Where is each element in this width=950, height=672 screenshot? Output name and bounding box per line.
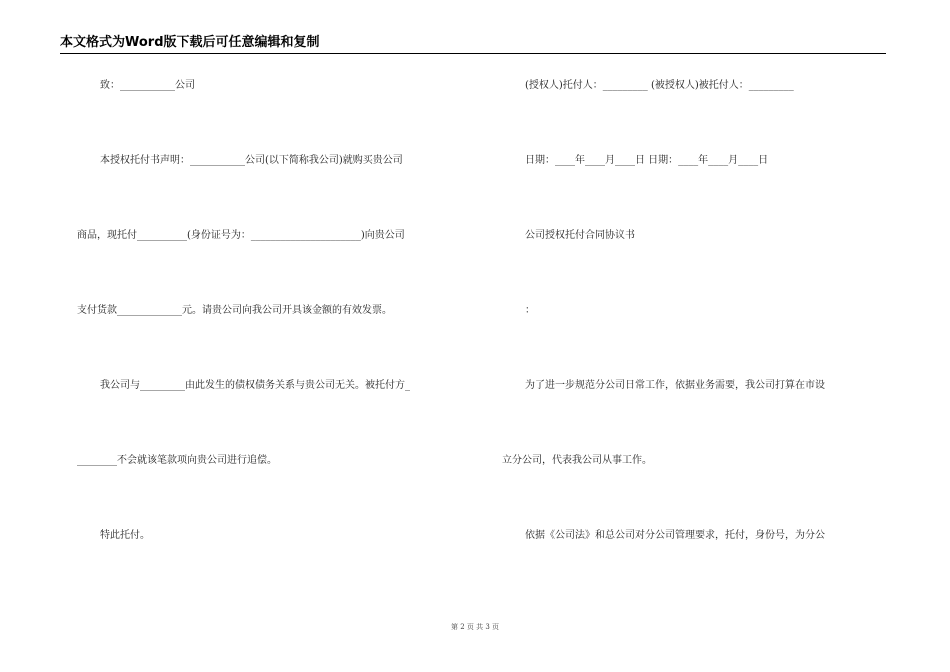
left-line-recipient: 致：___________公司 — [100, 80, 195, 91]
right-line-branch: 立分公司，代表我公司从事工作。 — [502, 455, 652, 466]
right-line-basis: 依据《公司法》和总公司对分公司管理要求，托付，身份号，为分公 — [525, 530, 825, 541]
header-title: 本文格式为Word版下载后可任意编辑和复制 — [60, 35, 320, 50]
left-line-closing: 特此托付。 — [100, 530, 150, 541]
left-line-no-recourse: ________不会就该笔款项向贵公司进行追偿。 — [77, 455, 277, 466]
right-line-purpose: 为了进一步规范分公司日常工作，依据业务需要，我公司打算在市设 — [525, 380, 825, 391]
page-header — [60, 35, 886, 54]
left-line-liability: 我公司与_________由此发生的债权债务关系与贵公司无关。被托付方_ — [100, 380, 410, 391]
left-line-payment: 支付货款_____________元。请贵公司向我公司开具该金额的有效发票。 — [77, 305, 392, 316]
right-line-agreement-title: 公司授权托付合同协议书 — [525, 230, 635, 241]
right-line-dates: 日期：____年____月____日 日期：____年____月____日 — [525, 155, 769, 166]
right-line-colon: ： — [525, 305, 535, 316]
left-line-delegate: 商品，现托付__________(身份证号为：______________________)向贵公司 — [77, 230, 405, 241]
left-line-declaration: 本授权托付书声明：___________公司(以下简称我公司)就购买贵公司 — [100, 155, 403, 166]
right-line-signatories: (授权人)托付人：_________ (被授权人)被托付人：_________ — [525, 80, 794, 91]
page-number: 第 2 页 共 3 页 — [450, 623, 500, 631]
